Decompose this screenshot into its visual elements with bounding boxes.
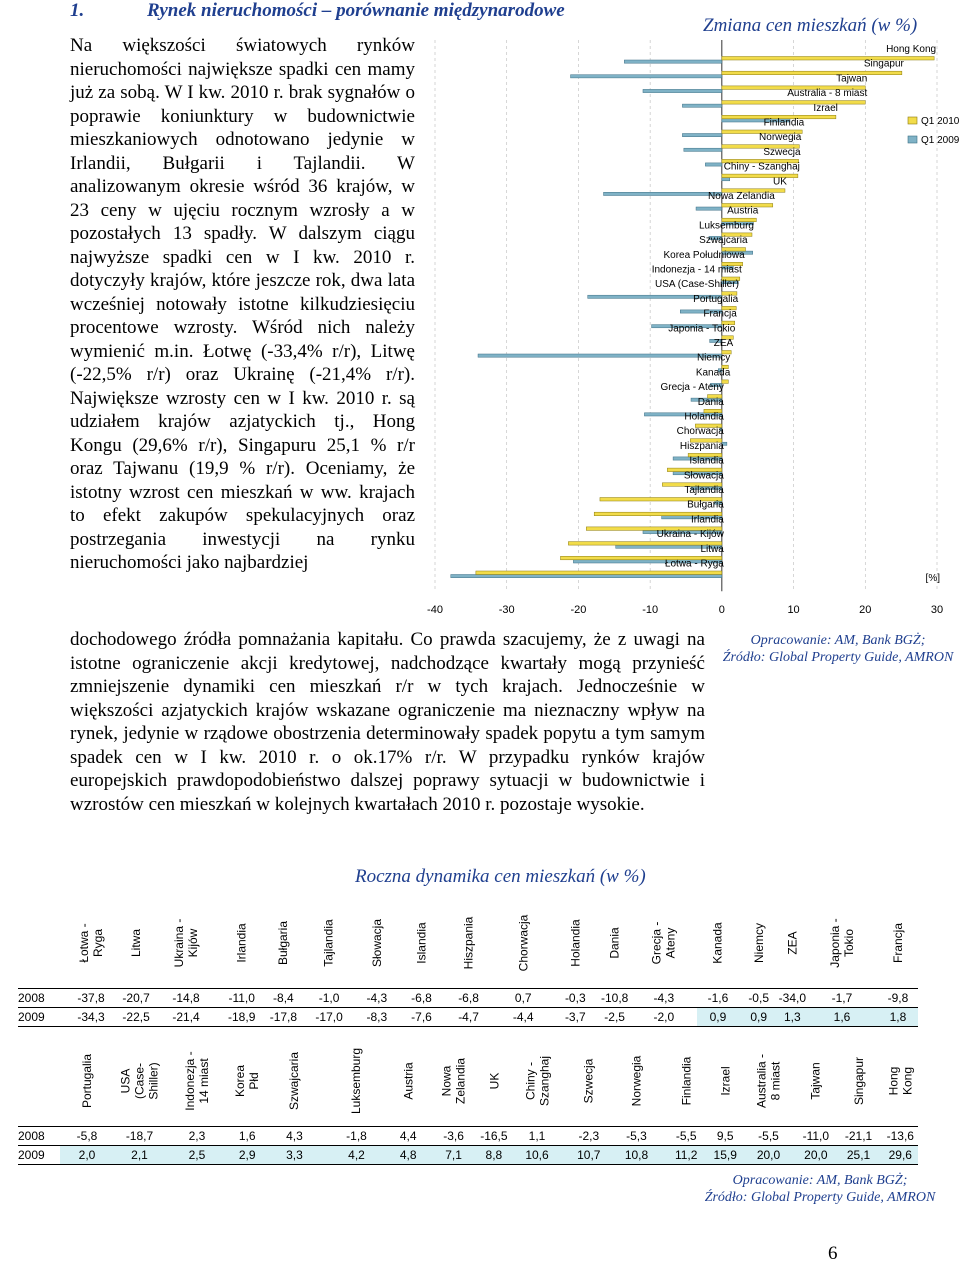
category-label: Islandia bbox=[689, 455, 724, 467]
table-cell: 7,1 bbox=[427, 1146, 480, 1165]
column-header bbox=[711, 1036, 740, 1127]
category-label: Francja bbox=[703, 308, 737, 320]
table-cell: -18,7 bbox=[114, 1127, 165, 1146]
legend-label-q1-2010: Q1 2010 bbox=[921, 116, 960, 127]
column-header bbox=[739, 898, 779, 989]
column-header-label: Islandia bbox=[414, 922, 429, 964]
table-cell: 4,3 bbox=[265, 1127, 323, 1146]
section-title: Rynek nieruchomości – porównanie międzynarodowe bbox=[147, 0, 565, 21]
column-header bbox=[114, 1036, 165, 1127]
table-cell: 0,9 bbox=[697, 1008, 738, 1027]
table-cell: -17,8 bbox=[261, 1008, 305, 1027]
column-header bbox=[883, 1036, 918, 1127]
column-header-label: Łotwa - Ryga bbox=[77, 923, 106, 963]
category-label: Japonia - Tokio bbox=[668, 323, 736, 335]
column-header bbox=[566, 1036, 611, 1127]
table-title: Roczna dynamika cen mieszkań (w %) bbox=[355, 866, 646, 887]
paragraph-1-text: Na większości światowych rynków nieruchomości największe spadki cen mamy już za sobą. W I kw. 2010 r. brak sygnałów o poprawie koniunktury w budownictwie mieszkaniowych odnotowano jedynie w Irlandii, Bułgarii i Tajlandii. W analizowanym okresie wśród 36 krajów, w 23 ceny w ujęciu rocznym wzrosły a w pozostałych 13 spadły. W dalszym ciągu najwyższe spadki cen w I kw. 2010 r. dotyczyły krajów, które jeszcze rok, dwa lata wcześniej notowały istotne kilkudziesięciu procentowe wzrosty. Wśród nich należy wymienić m.in. Łotwę (-33,4% r/r), Litwę (-22,5% r/r) oraz Ukrainę (-21,4% r/r). Największe wzrosty cen w I kw. 2010 r. są udziałem krajów azjatyckich tj., Hong Kongu (29,6% r/r), Singapuru 25,1 % r/r oraz Tajwanu (19,9 % r/r). Oceniamy, że istotny wzrost cen mieszkań w ww. krajach to efekt zakupów spekulacyjnych oraz postrzegania inwestycji na rynku nieruchomości jako najbardziej bbox=[70, 35, 415, 573]
column-header-label: Finlandia bbox=[679, 1056, 694, 1106]
table-cell: -34,0 bbox=[779, 989, 806, 1008]
table-cell: -14,8 bbox=[150, 989, 222, 1008]
chart-x-ticks bbox=[427, 604, 943, 616]
table-cell: -17,0 bbox=[305, 1008, 352, 1027]
table-cell: -4,4 bbox=[495, 1008, 552, 1027]
column-header-label: Indonezja - 14 miast bbox=[182, 1051, 211, 1111]
column-header-label: Szwajcaria bbox=[287, 1051, 302, 1111]
section-number: 1. bbox=[70, 0, 85, 21]
table-cell: -8,4 bbox=[261, 989, 305, 1008]
table-cell: 1,6 bbox=[806, 1008, 878, 1027]
column-header bbox=[229, 1036, 265, 1127]
column-header bbox=[552, 898, 599, 989]
column-header-label: Hiszpania bbox=[461, 916, 476, 970]
category-label: ZEA bbox=[713, 338, 734, 349]
table-cell: 4,4 bbox=[390, 1127, 427, 1146]
table-source-line-1: Opracowanie: AM, Bank BGŻ; bbox=[732, 1173, 908, 1188]
page-number: 6 bbox=[828, 1243, 838, 1264]
category-label: Luksemburg bbox=[698, 220, 754, 232]
table-cell: 9,5 bbox=[711, 1127, 740, 1146]
column-header-label: Irlandia bbox=[234, 923, 249, 963]
column-header bbox=[165, 1036, 229, 1127]
table-cell: 10,8 bbox=[611, 1146, 662, 1165]
column-header-label: Portugalia bbox=[80, 1053, 95, 1109]
table-row bbox=[18, 1127, 918, 1146]
table-cell: -2,3 bbox=[566, 1127, 611, 1146]
table-cell: -3,7 bbox=[552, 1008, 599, 1027]
table-cell: 15,9 bbox=[711, 1146, 740, 1165]
column-header-label: Dania bbox=[607, 927, 622, 959]
column-header bbox=[878, 898, 918, 989]
table-cell: -21,4 bbox=[150, 1008, 222, 1027]
row-year: 2008 bbox=[18, 1127, 60, 1146]
x-tick-label: -40 bbox=[427, 604, 443, 617]
bar-q1-2009 bbox=[624, 60, 722, 63]
table-cell: -6,8 bbox=[442, 989, 495, 1008]
bar-q1-2009 bbox=[722, 178, 730, 181]
price-change-chart bbox=[425, 40, 960, 620]
column-header bbox=[835, 1036, 883, 1127]
table-cell: 3,3 bbox=[265, 1146, 323, 1165]
category-label: Dania bbox=[697, 396, 724, 408]
body-paragraph-1 bbox=[70, 34, 415, 575]
table-cell: -2,0 bbox=[630, 1008, 697, 1027]
table-source bbox=[700, 1172, 940, 1206]
chart-grid bbox=[435, 40, 937, 591]
table-cell: -37,8 bbox=[60, 989, 122, 1008]
category-label: Izrael bbox=[813, 102, 838, 114]
corner-cell bbox=[18, 1036, 60, 1127]
row-year: 2009 bbox=[18, 1146, 60, 1165]
table-cell: -7,6 bbox=[401, 1008, 442, 1027]
category-label: Singapur bbox=[863, 58, 904, 70]
category-label: Szwajcaria bbox=[699, 235, 748, 247]
table-cell: 2,1 bbox=[114, 1146, 165, 1165]
legend-swatch-q1-2010 bbox=[908, 117, 917, 124]
category-label: Korea Południowa bbox=[663, 249, 745, 261]
table-cell: -11,0 bbox=[222, 989, 261, 1008]
chart-title: Zmiana cen mieszkań (w %) bbox=[703, 15, 918, 36]
table-cell: -1,6 bbox=[697, 989, 738, 1008]
column-header bbox=[353, 898, 401, 989]
column-header bbox=[662, 1036, 711, 1127]
table-cell: -4,3 bbox=[630, 989, 697, 1008]
column-header-label: Tajwan bbox=[808, 1062, 823, 1100]
column-header bbox=[740, 1036, 797, 1127]
table-cell: -13,6 bbox=[883, 1127, 918, 1146]
table-cell: -5,5 bbox=[662, 1127, 711, 1146]
column-header-label: Luksemburg bbox=[349, 1047, 364, 1115]
table-cell: -9,8 bbox=[878, 989, 918, 1008]
column-header bbox=[122, 898, 150, 989]
table-cell: -0,3 bbox=[552, 989, 599, 1008]
chart-unit-label: [%] bbox=[925, 573, 940, 584]
column-header bbox=[261, 898, 305, 989]
bar-q1-2009 bbox=[478, 354, 722, 357]
column-header-label: Niemcy bbox=[751, 922, 766, 964]
column-header-label: Tajlandia bbox=[322, 919, 337, 967]
category-label: Indonezja - 14 miast bbox=[651, 264, 742, 276]
table-source-line-2: Źródło: Global Property Guide, AMRON bbox=[704, 1190, 936, 1205]
column-header bbox=[797, 1036, 834, 1127]
table-cell: -5,5 bbox=[740, 1127, 797, 1146]
table-cell: -5,8 bbox=[60, 1127, 114, 1146]
column-header-label: Ukraina - Kijów bbox=[172, 918, 201, 968]
table-cell: 25,1 bbox=[835, 1146, 883, 1165]
table-cell: 10,7 bbox=[566, 1146, 611, 1165]
table-cell: -5,3 bbox=[611, 1127, 662, 1146]
bar-q1-2009 bbox=[604, 192, 722, 195]
column-header bbox=[150, 898, 222, 989]
table-cell: -10,8 bbox=[599, 989, 630, 1008]
table-cell: -16,5 bbox=[480, 1127, 507, 1146]
table-cell: 2,5 bbox=[165, 1146, 229, 1165]
column-header-label: Holandia bbox=[568, 919, 583, 967]
column-header-label: USA (Case-Shiller) bbox=[118, 1062, 161, 1100]
bar-q1-2009 bbox=[451, 575, 722, 578]
category-label: Kanada bbox=[695, 367, 731, 379]
category-label: Irlandia bbox=[691, 514, 724, 526]
chart-legend bbox=[908, 116, 960, 146]
category-label: Finlandia bbox=[763, 117, 805, 129]
table-cell: 4,2 bbox=[323, 1146, 389, 1165]
table-row bbox=[18, 989, 918, 1008]
bar-q1-2009 bbox=[684, 148, 722, 151]
column-header-label: Litwa bbox=[129, 928, 144, 958]
column-header bbox=[401, 898, 442, 989]
legend-swatch-q1-2009 bbox=[908, 136, 917, 143]
table-cell: 2,9 bbox=[229, 1146, 265, 1165]
column-header bbox=[599, 898, 630, 989]
table-cell: -1,8 bbox=[323, 1127, 389, 1146]
category-label: Szwecja bbox=[763, 146, 801, 158]
table-row bbox=[18, 1008, 918, 1027]
section-heading bbox=[70, 0, 565, 22]
table-cell: 20,0 bbox=[740, 1146, 797, 1165]
column-header-label: Chorwacja bbox=[516, 914, 531, 972]
table-cell: 0,9 bbox=[739, 1008, 779, 1027]
table-cell: 8,8 bbox=[480, 1146, 507, 1165]
table-cell: -2,5 bbox=[599, 1008, 630, 1027]
category-label: UK bbox=[773, 176, 787, 188]
table-cell: -6,8 bbox=[401, 989, 442, 1008]
x-tick-label: 20 bbox=[859, 604, 872, 617]
column-header bbox=[265, 1036, 323, 1127]
column-header bbox=[480, 1036, 507, 1127]
body-paragraph-2 bbox=[70, 628, 705, 816]
table-cell: -4,7 bbox=[442, 1008, 495, 1027]
column-header bbox=[779, 898, 806, 989]
category-label: Nowa Zelandia bbox=[708, 191, 775, 202]
category-label: Grecja - Ateny bbox=[660, 382, 724, 394]
table-cell: -1,7 bbox=[806, 989, 878, 1008]
bar-q1-2009 bbox=[705, 163, 721, 166]
bar-q1-2009 bbox=[571, 75, 722, 78]
x-tick-label: 0 bbox=[718, 604, 725, 617]
column-header bbox=[427, 1036, 480, 1127]
table-cell: 0,7 bbox=[495, 989, 552, 1008]
column-header-label: Kanada bbox=[710, 922, 725, 964]
table-cell: -34,3 bbox=[60, 1008, 122, 1027]
table-cell: -8,3 bbox=[353, 1008, 401, 1027]
bar-q1-2010 bbox=[722, 71, 902, 75]
category-label: Chiny - Szanghaj bbox=[723, 161, 800, 173]
dynamics-table-1 bbox=[18, 898, 918, 1027]
x-tick-label: -30 bbox=[498, 604, 515, 617]
category-label: Hong Kong bbox=[886, 44, 937, 55]
table-cell: 10,6 bbox=[508, 1146, 567, 1165]
column-header bbox=[305, 898, 352, 989]
column-header bbox=[495, 898, 552, 989]
column-header bbox=[323, 1036, 389, 1127]
bar-q1-2010 bbox=[476, 571, 722, 575]
column-header-label: UK bbox=[486, 1072, 501, 1090]
table-cell: 1,3 bbox=[779, 1008, 806, 1027]
bar-q1-2009 bbox=[643, 89, 722, 92]
dynamics-table-2 bbox=[18, 1036, 918, 1165]
table-cell: -20,7 bbox=[122, 989, 150, 1008]
category-label: Portugalia bbox=[693, 293, 739, 305]
table-cell: 11,2 bbox=[662, 1146, 711, 1165]
column-header bbox=[611, 1036, 662, 1127]
category-label: USA (Case-Shiller) bbox=[654, 279, 739, 291]
category-label: Chorwacja bbox=[676, 426, 724, 438]
column-header bbox=[442, 898, 495, 989]
legend-label-q1-2009: Q1 2009 bbox=[921, 135, 960, 146]
x-tick-label: 30 bbox=[930, 604, 944, 617]
bar-q1-2010 bbox=[568, 542, 721, 546]
column-header bbox=[806, 898, 878, 989]
x-tick-label: 10 bbox=[787, 604, 800, 617]
x-tick-label: -20 bbox=[570, 604, 587, 617]
column-header-label: Singapur bbox=[851, 1056, 866, 1106]
table-cell: -4,3 bbox=[353, 989, 401, 1008]
table-cell: 1,1 bbox=[508, 1127, 567, 1146]
column-header bbox=[508, 1036, 567, 1127]
table-cell: -3,6 bbox=[427, 1127, 480, 1146]
bar-q1-2010 bbox=[722, 101, 865, 105]
category-label: Austria bbox=[727, 205, 759, 217]
category-label: Niemcy bbox=[696, 352, 731, 364]
bar-q1-2009 bbox=[696, 207, 722, 210]
column-header bbox=[390, 1036, 427, 1127]
chart-labels bbox=[652, 44, 936, 570]
chart-source-line-2: Źródło: Global Property Guide, AMRON bbox=[722, 650, 954, 665]
corner-cell bbox=[18, 898, 60, 989]
column-header-label: Japonia - Tokio bbox=[827, 918, 856, 968]
category-label: Australia - 8 miast bbox=[787, 88, 868, 100]
category-label: Norwegia bbox=[759, 132, 802, 144]
category-label: Hiszpania bbox=[679, 440, 724, 452]
table-cell: 2,3 bbox=[165, 1127, 229, 1146]
category-label: Litwa bbox=[700, 543, 724, 555]
column-header-label: ZEA bbox=[785, 931, 800, 955]
column-header bbox=[630, 898, 697, 989]
column-header bbox=[60, 898, 122, 989]
column-header-label: Izrael bbox=[718, 1066, 733, 1096]
column-header bbox=[697, 898, 738, 989]
column-header-label: Bułgaria bbox=[276, 920, 291, 966]
column-header-label: Nowa Zelandia bbox=[439, 1057, 468, 1105]
category-label: Ukraina - Kijów bbox=[656, 529, 724, 541]
table-row bbox=[18, 1146, 918, 1165]
bar-q1-2009 bbox=[682, 104, 721, 107]
category-label: Holandia bbox=[684, 411, 724, 423]
chart-source-line-1: Opracowanie: AM, Bank BGŻ; bbox=[750, 633, 926, 648]
x-tick-label: -10 bbox=[642, 604, 659, 617]
column-header-label: Korea Płd bbox=[233, 1064, 262, 1098]
column-header bbox=[60, 1036, 114, 1127]
column-header-label: Australia - 8 miast bbox=[754, 1053, 783, 1109]
table-cell: -22,5 bbox=[122, 1008, 150, 1027]
table-cell: 1,6 bbox=[229, 1127, 265, 1146]
column-header-label: Szwecja bbox=[581, 1058, 596, 1104]
table-cell: -0,5 bbox=[739, 989, 779, 1008]
chart-source bbox=[718, 632, 958, 666]
column-header-label: Chiny - Szanghaj bbox=[523, 1055, 552, 1107]
bar-q1-2009 bbox=[682, 134, 721, 137]
table-cell: -18,9 bbox=[222, 1008, 261, 1027]
table-cell: -1,0 bbox=[305, 989, 352, 1008]
table-cell: 20,0 bbox=[797, 1146, 834, 1165]
table-cell: -11,0 bbox=[797, 1127, 834, 1146]
column-header-label: Grecja - Ateny bbox=[649, 921, 678, 965]
table-cell: -21,1 bbox=[835, 1127, 883, 1146]
table-cell: 1,8 bbox=[878, 1008, 918, 1027]
column-header-label: Słowacja bbox=[369, 918, 384, 968]
column-header-label: Norwegia bbox=[629, 1055, 644, 1107]
paragraph-2-text: dochodowego źródła pomnażania kapitału. Co prawda szacujemy, że z uwagi na istotne ograniczenie akcji kredytowej, nadchodzące kwartały mogą przynieść zmniejszenie dynamiki cen mieszkań r/r w tych krajach. Jednocześnie w większości azjatyckich krajów wskazane ograniczenie ma nieznaczny wpływ na rynek, jedynie w rządowe obostrzenia determinowały spadek popytu a tym samym spadek cen w I kw. 2010 r. o ok.17% r/r. W przypadku rynków krajów europejskich prawdopodobieństwo dalszej poprawy sytuacji w budownictwie i wzrostów cen mieszkań w kolejnych kwartałach 2010 r. pozostaje wysokie. bbox=[70, 629, 705, 815]
row-year: 2008 bbox=[18, 989, 60, 1008]
table-cell: 29,6 bbox=[883, 1146, 918, 1165]
category-label: Bułgaria bbox=[687, 499, 724, 511]
category-label: Łotwa - Ryga bbox=[664, 558, 724, 570]
category-label: Tajwan bbox=[836, 73, 868, 85]
category-label: Słowacja bbox=[683, 470, 724, 482]
table-cell: 2,0 bbox=[60, 1146, 114, 1165]
category-label: Tajlandia bbox=[684, 485, 724, 496]
column-header-label: Francja bbox=[890, 922, 905, 964]
column-header-label: Austria bbox=[401, 1062, 416, 1100]
row-year: 2009 bbox=[18, 1008, 60, 1027]
table-cell: 4,8 bbox=[390, 1146, 427, 1165]
column-header bbox=[222, 898, 261, 989]
column-header-label: Hong Kong bbox=[886, 1066, 915, 1096]
